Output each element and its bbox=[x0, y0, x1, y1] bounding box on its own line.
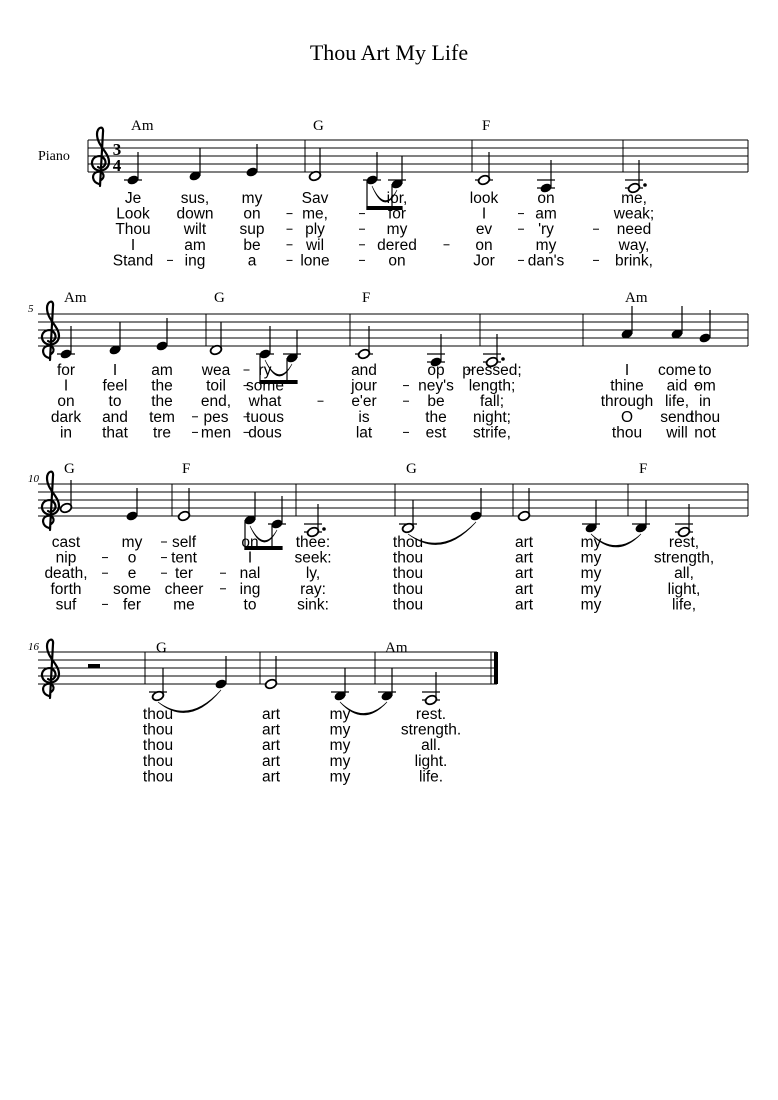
lyric-syllable: thou bbox=[611, 424, 643, 442]
lyric-syllable: art bbox=[261, 737, 281, 755]
lyric-syllable: that bbox=[102, 424, 128, 442]
staff-system bbox=[88, 118, 748, 269]
lyric-syllable: on bbox=[241, 534, 259, 551]
lyric-syllable: lat bbox=[355, 424, 373, 442]
lyric-syllable: to bbox=[243, 596, 257, 614]
measure-number: 16 bbox=[28, 641, 39, 653]
lyric-syllable: Stand bbox=[112, 252, 154, 270]
lyric-syllable: will bbox=[666, 424, 688, 442]
lyric-syllable: all, bbox=[674, 565, 694, 583]
lyric-syllable: through bbox=[600, 393, 654, 411]
lyric-syllable: 'ry bbox=[538, 221, 554, 239]
note-D4 bbox=[188, 148, 201, 182]
instrument-label: Piano bbox=[38, 149, 70, 164]
treble-clef-icon bbox=[42, 472, 59, 530]
lyric-syllable: and bbox=[102, 408, 128, 426]
lyric-syllable: thee: bbox=[295, 534, 331, 551]
lyric-syllable: life, bbox=[664, 393, 690, 411]
note-G4 bbox=[59, 480, 72, 514]
lyric-syllable: cheer bbox=[164, 580, 204, 598]
note-B3 bbox=[331, 668, 349, 702]
lyric-syllable: Look bbox=[116, 205, 150, 223]
lyric-syllable: I bbox=[481, 205, 487, 223]
note-C4 bbox=[475, 152, 493, 186]
lyric-syllable: thou bbox=[142, 721, 174, 739]
lyric-syllable: the bbox=[151, 377, 173, 395]
time-signature-bottom: 4 bbox=[112, 156, 122, 175]
lyric-syllable: on bbox=[388, 252, 406, 270]
note-E4 bbox=[245, 144, 258, 178]
lyric-syllable: on bbox=[243, 205, 261, 223]
lyric-syllable: for bbox=[56, 362, 76, 379]
lyric-syllable: nip bbox=[55, 549, 77, 567]
note-E4 bbox=[517, 488, 530, 522]
note-E4 bbox=[155, 318, 168, 352]
lyric-syllable: not bbox=[694, 424, 716, 442]
treble-clef-icon bbox=[92, 128, 109, 186]
note-B3 bbox=[399, 500, 417, 534]
lyric-syllable: am bbox=[184, 236, 206, 254]
lyric-syllable: thou bbox=[142, 706, 174, 723]
lyric-syllable: my bbox=[121, 534, 143, 551]
lyric-syllable: feel bbox=[102, 377, 128, 395]
chord-symbol: F bbox=[482, 118, 491, 134]
lyric-syllable: men bbox=[200, 424, 232, 442]
lyric-syllable: my bbox=[580, 596, 602, 614]
lyric-syllable: dark bbox=[50, 408, 82, 426]
lyric-syllable: dered bbox=[377, 236, 417, 254]
lyric-syllable: self bbox=[171, 534, 197, 551]
lyric-syllable: pes bbox=[203, 408, 229, 426]
lyric-syllable: Thou bbox=[115, 221, 151, 239]
note-B3 bbox=[632, 500, 650, 534]
lyric-syllable: nal bbox=[239, 565, 261, 583]
note-C4 bbox=[57, 326, 75, 360]
lyric-syllable: my bbox=[580, 565, 602, 583]
lyric-syllable: life. bbox=[418, 768, 444, 786]
lyric-syllable: sus, bbox=[180, 190, 210, 207]
lyric-syllable: my bbox=[386, 221, 408, 239]
chord-symbol: Am bbox=[625, 290, 648, 306]
lyric-syllable: to bbox=[698, 362, 712, 379]
note-C4 bbox=[124, 152, 142, 186]
lyric-syllable: op bbox=[427, 362, 445, 379]
time-signature bbox=[113, 140, 122, 175]
lyric-syllable: my bbox=[241, 190, 263, 207]
lyric-syllable: wil bbox=[305, 236, 325, 254]
lyric-syllable: be bbox=[243, 236, 261, 254]
lyric-syllable: on bbox=[475, 236, 493, 254]
chord-symbol: G bbox=[214, 290, 225, 306]
lyric-syllable: Jor bbox=[473, 252, 495, 270]
lyric-syllable: the bbox=[425, 408, 447, 426]
lyric-syllable: a bbox=[247, 252, 257, 270]
lyric-syllable: e bbox=[127, 565, 137, 583]
lyric-syllable: wea bbox=[201, 362, 231, 379]
lyric-syllable: lone bbox=[300, 252, 330, 270]
lyric-syllable: thou bbox=[392, 534, 424, 551]
lyric-syllable: my bbox=[580, 549, 602, 567]
lyric-syllable: look bbox=[469, 190, 499, 207]
lyric-syllable: weak; bbox=[613, 205, 655, 223]
lyric-syllable: my bbox=[329, 706, 351, 723]
lyric-syllable: ev bbox=[475, 221, 493, 239]
lyric-syllable: need bbox=[616, 221, 652, 239]
lyric-syllable: night; bbox=[473, 408, 511, 426]
lyric-syllable: ray: bbox=[300, 580, 326, 598]
lyric-syllable: my bbox=[580, 580, 602, 598]
note-D4 bbox=[108, 322, 121, 356]
lyric-syllable: length; bbox=[468, 377, 516, 395]
note-C4 bbox=[355, 326, 373, 360]
lyric-syllable: fall; bbox=[479, 393, 505, 411]
lyric-syllable: thou bbox=[392, 549, 424, 567]
lyric-syllable: dous bbox=[248, 424, 282, 442]
lyric-syllable: thou bbox=[142, 737, 174, 755]
chord-symbol: F bbox=[182, 461, 191, 477]
lyric-syllable: wilt bbox=[183, 221, 207, 239]
lyric-syllable: ter bbox=[174, 565, 194, 583]
lyric-syllable: to bbox=[108, 393, 122, 411]
note-E4 bbox=[177, 488, 190, 522]
lyric-syllable: ney's bbox=[418, 377, 454, 395]
lyric-syllable: seek: bbox=[294, 549, 332, 567]
lyric-syllable: I bbox=[624, 362, 630, 379]
lyric-syllable: I bbox=[112, 362, 118, 379]
lyric-syllable: forth bbox=[50, 580, 82, 598]
lyric-syllable: some bbox=[246, 377, 284, 395]
lyric-syllable: my bbox=[329, 768, 351, 786]
note-D4 bbox=[308, 148, 321, 182]
measure-number: 10 bbox=[28, 473, 39, 485]
note-A3 bbox=[625, 160, 647, 194]
staff-system bbox=[28, 290, 748, 441]
lyric-syllable: and bbox=[351, 362, 377, 379]
time-signature-top: 3 bbox=[112, 140, 122, 159]
lyric-syllable: thou bbox=[392, 565, 424, 583]
lyric-syllable: come bbox=[658, 362, 696, 379]
lyric-syllable: me bbox=[173, 596, 195, 614]
lyric-syllable: pressed; bbox=[462, 362, 522, 379]
lyric-syllable: cast bbox=[51, 534, 81, 551]
lyric-syllable: tre bbox=[152, 424, 172, 442]
lyric-syllable: art bbox=[514, 580, 534, 598]
lyric-syllable: e'er bbox=[351, 393, 377, 411]
half-rest bbox=[88, 664, 100, 668]
lyric-syllable: thou bbox=[142, 768, 174, 786]
lyric-syllable: ing bbox=[239, 580, 261, 598]
lyric-syllable: am bbox=[535, 205, 557, 223]
lyric-syllable: art bbox=[514, 565, 534, 583]
lyric-syllable: is bbox=[358, 408, 370, 426]
lyric-syllable: art bbox=[261, 706, 281, 723]
lyric-syllable: ing bbox=[184, 252, 206, 270]
lyrics-block bbox=[143, 706, 461, 785]
lyric-syllable: ior, bbox=[386, 190, 408, 207]
note-E4 bbox=[125, 488, 138, 522]
lyric-syllable: way, bbox=[618, 236, 650, 254]
lyric-syllable: strife, bbox=[473, 424, 511, 442]
lyric-syllable: rest. bbox=[415, 706, 447, 723]
note-E4 bbox=[264, 656, 277, 690]
lyric-syllable: o bbox=[127, 549, 137, 567]
lyric-syllable: I bbox=[247, 549, 253, 567]
lyric-syllable: on bbox=[57, 393, 75, 411]
chord-symbol: G bbox=[406, 461, 417, 477]
chord-symbol: Am bbox=[64, 290, 87, 306]
measure-number: 5 bbox=[28, 303, 34, 315]
lyric-syllable: I bbox=[130, 236, 136, 254]
lyric-syllable: art bbox=[261, 768, 281, 786]
lyric-syllable: the bbox=[151, 393, 173, 411]
lyric-syllable: rest, bbox=[668, 534, 700, 551]
lyric-syllable: my bbox=[329, 752, 351, 770]
song-title: Thou Art My Life bbox=[309, 40, 469, 65]
lyric-syllable: strength, bbox=[653, 549, 715, 567]
lyric-syllable: send bbox=[660, 408, 694, 426]
lyric-syllable: in bbox=[698, 393, 712, 411]
lyric-syllable: sup bbox=[239, 221, 265, 239]
lyric-syllable: suf bbox=[55, 596, 77, 614]
lyric-syllable: strength. bbox=[400, 721, 462, 739]
final-bar-line bbox=[494, 652, 498, 684]
lyric-syllable: thou bbox=[689, 408, 721, 426]
lyric-syllable: ry bbox=[258, 362, 272, 379]
chord-symbol: G bbox=[64, 461, 75, 477]
staff-system bbox=[28, 640, 498, 786]
note-G4 bbox=[698, 310, 711, 344]
lyric-syllable: brink, bbox=[615, 252, 653, 270]
lyric-syllable: I bbox=[63, 377, 69, 395]
note-B3 bbox=[149, 668, 167, 702]
note-A3 bbox=[537, 160, 555, 194]
lyric-syllable: toil bbox=[206, 377, 226, 395]
chord-symbol: F bbox=[639, 461, 648, 477]
lyric-syllable: end, bbox=[200, 393, 232, 411]
note-C4 bbox=[256, 326, 274, 360]
note-E4 bbox=[214, 656, 227, 690]
note-C4 bbox=[363, 152, 381, 186]
note-A3 bbox=[675, 504, 693, 538]
lyric-syllable: my bbox=[329, 737, 351, 755]
chord-symbol: F bbox=[362, 290, 371, 306]
note-E4 bbox=[469, 488, 482, 522]
lyric-syllable: art bbox=[514, 534, 534, 551]
chord-symbol: Am bbox=[385, 640, 408, 656]
lyric-syllable: aid bbox=[666, 377, 688, 395]
lyric-syllable: down bbox=[176, 205, 214, 223]
note-B3 bbox=[283, 330, 301, 364]
lyric-syllable: what bbox=[248, 393, 282, 411]
lyric-syllable: ly, bbox=[305, 565, 321, 583]
lyric-syllable: death, bbox=[44, 565, 88, 583]
lyric-syllable: my bbox=[580, 534, 602, 551]
lyric-syllable: Sav bbox=[301, 190, 329, 207]
lyric-syllable: art bbox=[514, 596, 534, 614]
note-D4 bbox=[209, 322, 222, 356]
lyric-syllable: life, bbox=[671, 596, 697, 614]
lyric-syllable: O bbox=[620, 408, 634, 426]
note-B3 bbox=[388, 156, 406, 190]
lyric-syllable: tent bbox=[171, 549, 197, 567]
lyric-syllable: my bbox=[535, 236, 557, 254]
treble-clef-icon bbox=[42, 640, 59, 698]
lyrics-block bbox=[51, 362, 720, 441]
lyric-syllable: om bbox=[694, 377, 716, 395]
lyric-syllable: dan's bbox=[527, 252, 565, 270]
lyric-syllable: light. bbox=[414, 752, 448, 770]
lyric-syllable: jour bbox=[351, 377, 377, 395]
lyric-syllable: light, bbox=[667, 580, 701, 598]
note-C4 bbox=[268, 496, 286, 530]
note-B3 bbox=[378, 668, 396, 702]
chord-symbol: G bbox=[313, 118, 324, 134]
staff-system bbox=[28, 461, 748, 613]
lyric-syllable: Je bbox=[124, 190, 142, 207]
lyric-syllable: my bbox=[329, 721, 351, 739]
lyric-syllable: art bbox=[261, 752, 281, 770]
note-A3 bbox=[304, 504, 326, 538]
chord-symbol: G bbox=[156, 640, 167, 656]
lyric-syllable: me, bbox=[302, 205, 328, 223]
lyric-syllable: for bbox=[387, 205, 407, 223]
treble-clef-icon bbox=[42, 302, 59, 360]
lyric-syllable: sink: bbox=[297, 596, 329, 614]
lyric-syllable: some bbox=[113, 580, 151, 598]
lyric-syllable: thou bbox=[392, 580, 424, 598]
lyric-syllable: tuous bbox=[246, 408, 284, 426]
lyric-syllable: me, bbox=[621, 190, 647, 207]
note-A3 bbox=[422, 672, 440, 706]
lyric-syllable: in bbox=[59, 424, 73, 442]
lyric-syllable: thou bbox=[392, 596, 424, 614]
lyric-syllable: am bbox=[151, 362, 173, 379]
lyric-syllable: art bbox=[514, 549, 534, 567]
lyric-syllable: art bbox=[261, 721, 281, 739]
lyric-syllable: thou bbox=[142, 752, 174, 770]
note-A4 bbox=[620, 306, 633, 340]
note-B3 bbox=[582, 500, 600, 534]
lyric-syllable: tem bbox=[149, 408, 175, 426]
lyric-syllable: thine bbox=[610, 377, 644, 395]
lyric-syllable: on bbox=[537, 190, 555, 207]
lyric-syllable: all. bbox=[421, 737, 441, 755]
lyric-syllable: ply bbox=[305, 221, 325, 239]
note-A4 bbox=[670, 306, 683, 340]
lyric-syllable: fer bbox=[122, 596, 142, 614]
lyric-syllable: be bbox=[427, 393, 445, 411]
lyric-syllable: est bbox=[425, 424, 447, 442]
chord-symbol: Am bbox=[131, 118, 154, 134]
